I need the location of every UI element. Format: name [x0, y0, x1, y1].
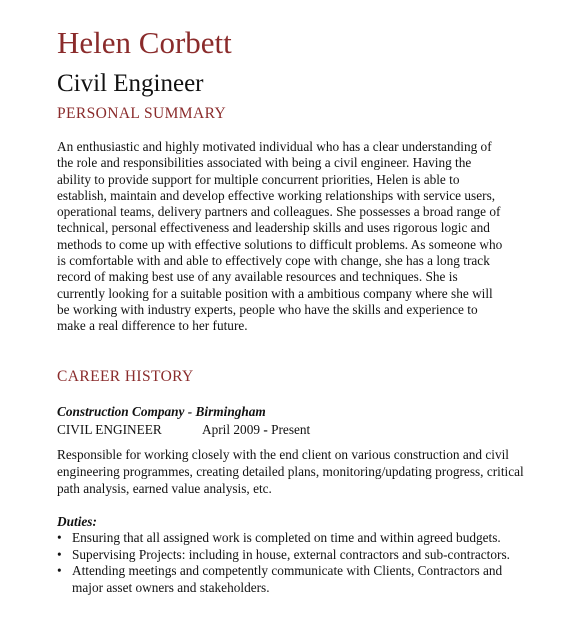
summary-line: be working with industry experts, people who have the skills and experience to	[57, 301, 478, 317]
duty-item	[57, 530, 537, 547]
duty-text: Ensuring that all assigned work is completed on time and within agreed budgets.	[72, 530, 501, 545]
personal-summary-heading: PERSONAL SUMMARY	[57, 105, 227, 122]
summary-line: the role and responsibilities associated with being a civil engineer. Having the	[57, 155, 472, 171]
career-history-heading: CAREER HISTORY	[57, 368, 194, 385]
duty-text: Attending meetings and competently communicate with Clients, Contractors and	[72, 563, 503, 578]
summary-line: ability to provide support for multiple concurrent priorities, Helen is able to	[57, 171, 460, 187]
summary-line: operational teams, delivery partners and colleagues. She possesses a broad range of	[57, 204, 501, 220]
responsibility-text	[57, 446, 531, 497]
summary-line: technical, personal effectiveness and leadership skills and uses rigorous logic and	[57, 220, 490, 236]
candidate-name: Helen Corbett	[57, 25, 232, 60]
employer-name: Construction Company - Birmingham	[57, 404, 266, 419]
bullet-icon: •	[57, 546, 62, 562]
candidate-job-title: Civil Engineer	[57, 70, 204, 97]
duties-label: Duties:	[57, 514, 97, 529]
summary-line: is comfortable with and able to effectively cope with change, she has a long track	[57, 253, 490, 269]
role-line	[57, 422, 310, 438]
summary-line: establish, maintain and develop effective working relationships with service users,	[57, 187, 496, 203]
date-separator: -	[263, 422, 268, 437]
duty-text: major asset owners and stakeholders.	[72, 579, 270, 595]
responsibility-line: path analysis, earned value analysis, etc.	[57, 481, 272, 496]
summary-line: methods to come up with effective solutions to difficult problems. As someone who	[57, 236, 503, 252]
role-title: CIVIL ENGINEER	[57, 422, 162, 437]
summary-line: make a real difference to her future.	[57, 318, 248, 334]
personal-summary-text	[57, 139, 531, 335]
bullet-icon: •	[57, 563, 62, 578]
date-end: Present	[271, 422, 311, 437]
duties-list	[57, 530, 537, 596]
date-start: April 2009	[202, 422, 260, 437]
duty-item	[57, 547, 537, 564]
summary-line: record of making best use of any available resources and techniques. She is	[57, 269, 458, 285]
summary-line: An enthusiastic and highly motivated individual who has a clear understanding of	[57, 139, 492, 154]
responsibility-line: engineering programmes, creating detailed plans, monitoring/updating progress, critical	[57, 464, 524, 479]
summary-line: currently looking for a suitable position with a ambitious company where she will	[57, 285, 493, 301]
duty-text: Supervising Projects: including in house, external contractors and sub-contractors.	[72, 546, 510, 562]
duty-item	[57, 563, 537, 596]
responsibility-line: Responsible for working closely with the end client on various construction and civil	[57, 447, 510, 462]
bullet-icon: •	[57, 530, 62, 545]
